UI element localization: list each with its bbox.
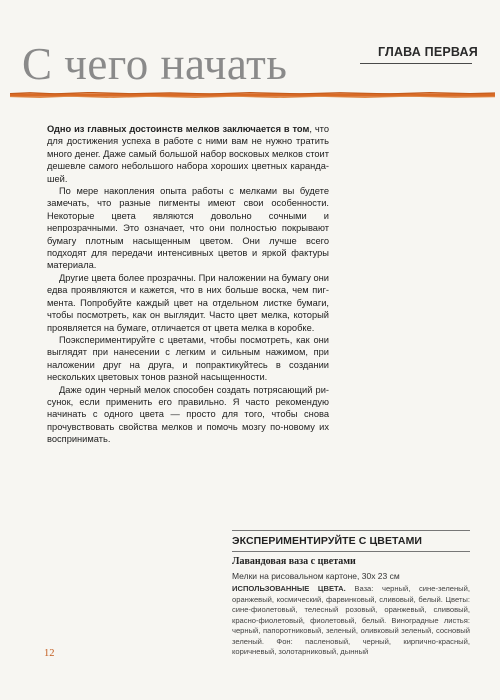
artwork-medium: Мелки на рисовальном картоне, 30х 23 см <box>232 571 400 581</box>
paragraph-3: Другие цвета более прозрачны. При наложении на бумагу они едва проявляются и кажется, что в них больше воска, чем пигмента. Попробуйте каждый цвет на отдельном листке бумаги, чтобы посмотреть, как он выглядит. Часто цвет мелка, который проявляется на бумаге, отличается от цвета мелка в коробке. <box>47 272 329 333</box>
artwork-title: Лавандовая ваза с цветами <box>232 556 356 567</box>
colors-used-label: ИСПОЛЬЗОВАННЫЕ ЦВЕТА. <box>232 584 346 593</box>
paragraph-1-rest: , что для достижения успеха в работе с ними вам не нужно тратить много денег. Даже самый большой набор восковых мелков стоит дешевле самого небольшого набора хороших цветных карандашей. <box>47 124 329 184</box>
sidebar-caption <box>232 530 470 658</box>
paragraph-1 <box>47 123 329 185</box>
paragraph-2: По мере накопления опыта работы с мелками вы будете замечать, что разные пигменты имеют свои особенности. Некоторые цвета являются довольно сочными и непрозрачными. Это означает, что они полностью покрывают бумагу плотным насыщенным цветом. Они лучше всего подходят для передачи интенсивных цветов и яркой фактуры материала. <box>47 186 329 271</box>
chapter-underline <box>360 63 472 64</box>
paragraph-4: Поэкспериментируйте с цветами, чтобы посмотреть, как они выглядят при нанесении с легким и сильным нажимом, при наложении друг на друга, и попрактикуйтесь в создании нескольких цветовых тонов разной насыщенности. <box>47 334 329 383</box>
sidebar-top-rule <box>232 530 470 531</box>
paragraph-5: Даже один черный мелок способен создать потрясающий рисунок, если применить его правильно. Я часто рекомендую начинать с одного цвета — просто для того, чтобы снова прочувствовать свойства мелков и помочь мозгу по-новому их воспринимать. <box>47 384 329 445</box>
lead-bold-text: Одно из главных достоинств мелков заключается в том <box>47 124 310 134</box>
sidebar-heading: ЭКСПЕРИМЕНТИРУЙТЕ С ЦВЕТАМИ <box>232 535 423 547</box>
colors-used-list: Ваза: черный, сине-зеленый, оранжевый, космический, фарвинковый, сливовый, белый. Цветы: сине-фиолетовый, телесный розовый, оранжевый, сливовый, красно-фиолетовый, фиолетовый, белый. Виноградные листья: черный, папоротниковый, зеленый, оливковый зеленый, сосновый зеленый. Фон: пасленовый, черный, кирпично-красный, коричневый, золотарниковый, дынный <box>232 584 470 656</box>
main-body-text <box>47 123 329 446</box>
page-title: С чего начать <box>22 39 288 89</box>
colors-used-text <box>232 584 470 658</box>
chapter-label: ГЛАВА ПЕРВАЯ <box>378 45 478 59</box>
sidebar-mid-rule <box>232 551 470 552</box>
orange-crayon-strip <box>10 92 495 98</box>
page-number: 12 <box>44 648 55 659</box>
